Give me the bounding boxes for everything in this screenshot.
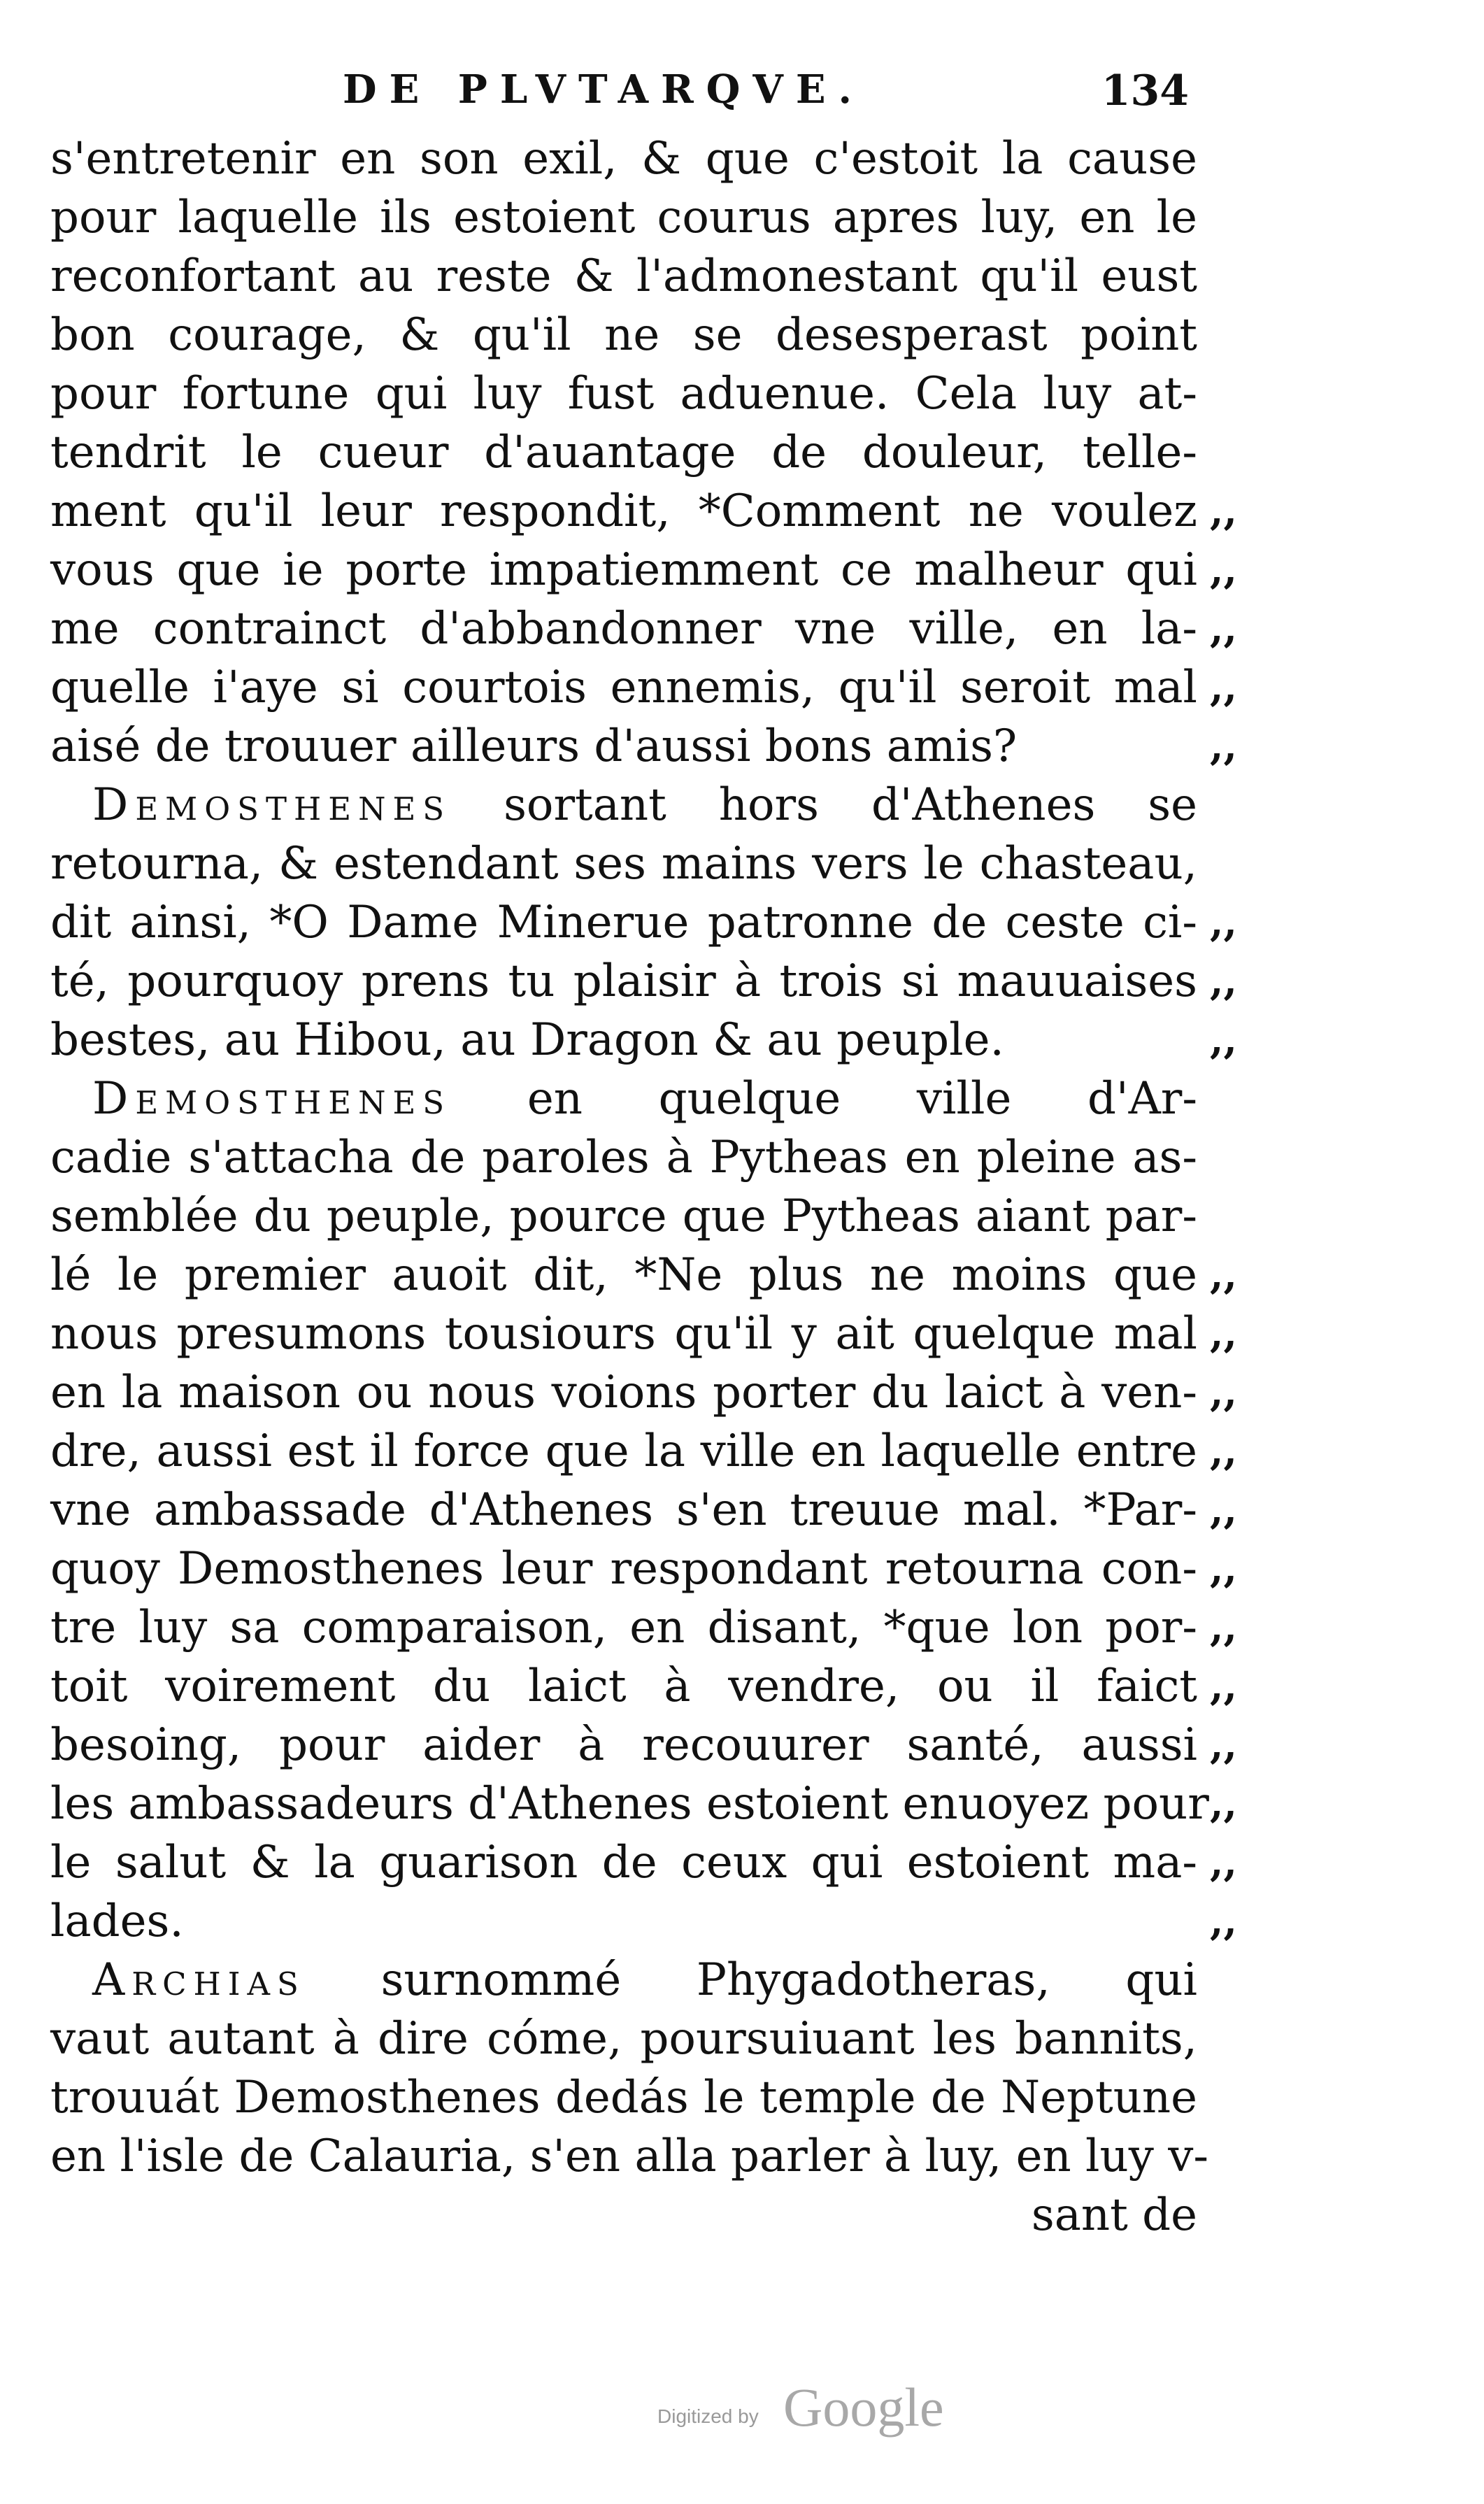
text-line: les ambassadeurs d'Athenes estoient enuoyez pour — [50, 1778, 1209, 1830]
text-line: aisé de trouuer ailleurs d'aussi bons amis? — [50, 720, 1018, 772]
text-line: me contrainct d'abbandonner vne ville, en la- — [50, 603, 1197, 655]
quote-mark: ,, — [1210, 1781, 1237, 1827]
quote-mark: ,, — [1210, 1663, 1237, 1709]
running-title: DE PLVTARQVE. — [343, 66, 865, 113]
body-text — [50, 129, 1209, 2245]
quote-mark: ,, — [1210, 1252, 1237, 1298]
quote-mark: ,, — [1210, 899, 1237, 946]
quote-mark: ,, — [1210, 1605, 1237, 1651]
text-line: semblée du peuple, pource que Pytheas aiant par- — [50, 1190, 1197, 1242]
text-line: reconfortant au reste & l'admonestant qu'il eust — [50, 250, 1197, 302]
text-line: s'entretenir en son exil, & que c'estoit la cause — [50, 133, 1197, 185]
name-archias: Archias — [92, 1954, 306, 2006]
text-line: tendrit le cueur d'auantage de douleur, telle- — [50, 427, 1197, 478]
quote-mark: ,, — [1210, 1311, 1237, 1357]
text-line: nous presumons tousiours qu'il y ait quelque mal — [50, 1308, 1197, 1360]
text-line: le salut & la guarison de ceux qui estoient ma- — [50, 1837, 1197, 1888]
quote-mark: ,, — [1210, 1487, 1237, 1533]
text-line: tre luy sa comparaison, en disant, *que lon por- — [50, 1602, 1197, 1653]
text-line: ment qu'il leur respondit, *Comment ne voulez — [50, 485, 1197, 537]
text-line: dre, aussi est il force que la ville en laquelle entre — [50, 1425, 1197, 1477]
quote-mark: ,, — [1210, 1017, 1237, 1063]
google-logo: Google — [783, 2377, 944, 2438]
quote-mark: ,, — [1210, 1370, 1237, 1416]
quote-mark: ,, — [1210, 958, 1237, 1004]
text-line: pour laquelle ils estoient courus apres luy, en le — [50, 192, 1197, 243]
digitized-watermark — [650, 2375, 1000, 2445]
text-line: quelle i'aye si courtois ennemis, qu'il seroit mal — [50, 662, 1197, 713]
text-line: en l'isle de Calauria, s'en alla parler à luy, en luy v- — [50, 2130, 1208, 2182]
page-number: 134 — [1101, 66, 1189, 115]
text-line: vous que ie porte impatiemment ce malheur qui — [50, 544, 1197, 596]
text-line: besoing, pour aider à recouurer santé, aussi — [50, 1719, 1197, 1771]
quote-mark: ,, — [1210, 1898, 1237, 1944]
catchword-line: sant de — [1031, 2189, 1197, 2241]
quote-mark: ,, — [1210, 606, 1237, 652]
quote-mark: ,, — [1210, 488, 1237, 534]
text-line: cadie s'attacha de paroles à Pytheas en pleine as- — [50, 1132, 1197, 1183]
quote-mark: ,, — [1210, 723, 1237, 769]
name-demosthenes: Demosthenes — [92, 779, 452, 831]
text-line: quoy Demosthenes leur respondant retourna con- — [50, 1543, 1197, 1595]
text-span: sortant hors d'Athenes se — [504, 779, 1198, 831]
paragraph-start-line — [50, 1951, 1197, 2009]
text-line: vaut autant à dire cóme, poursuiuant les bannits, — [50, 2013, 1197, 2065]
text-line: retourna, & estendant ses mains vers le chasteau, — [50, 838, 1197, 890]
quote-mark: ,, — [1210, 547, 1237, 593]
quote-mark: ,, — [1210, 1840, 1237, 1886]
paragraph-start-line — [50, 1069, 1197, 1128]
text-line: dit ainsi, *O Dame Minerue patronne de ceste ci- — [50, 897, 1197, 948]
name-demosthenes: Demosthenes — [92, 1073, 452, 1125]
text-line: trouuát Demosthenes dedás le temple de Neptune — [50, 2072, 1197, 2124]
text-line: pour fortune qui luy fust aduenue. Cela luy at- — [50, 368, 1197, 420]
quote-mark: ,, — [1210, 1428, 1237, 1474]
text-line: vne ambassade d'Athenes s'en treuue mal. *Par- — [50, 1484, 1197, 1536]
text-span: en quelque ville d'Ar- — [527, 1073, 1197, 1125]
text-line: toit voirement du laict à vendre, ou il faict — [50, 1660, 1197, 1712]
text-line: té, pourquoy prens tu plaisir à trois si mauuaises — [50, 955, 1197, 1007]
quote-mark: ,, — [1210, 1546, 1237, 1592]
text-line: en la maison ou nous voions porter du laict à ven- — [50, 1367, 1197, 1418]
text-line: bon courage, & qu'il ne se desesperast point — [50, 309, 1197, 361]
quote-mark: ,, — [1210, 1722, 1237, 1768]
running-header — [280, 66, 1189, 129]
digitized-by-label: Digitized by — [657, 2405, 759, 2427]
text-line: lades. — [50, 1895, 184, 1947]
text-span: surnommé Phygadotheras, qui — [380, 1954, 1198, 2006]
quote-mark: ,, — [1210, 664, 1237, 711]
text-line: lé le premier auoit dit, *Ne plus ne moins que — [50, 1249, 1197, 1301]
text-line: bestes, au Hibou, au Dragon & au peuple. — [50, 1014, 1004, 1066]
paragraph-start-line — [50, 776, 1197, 834]
